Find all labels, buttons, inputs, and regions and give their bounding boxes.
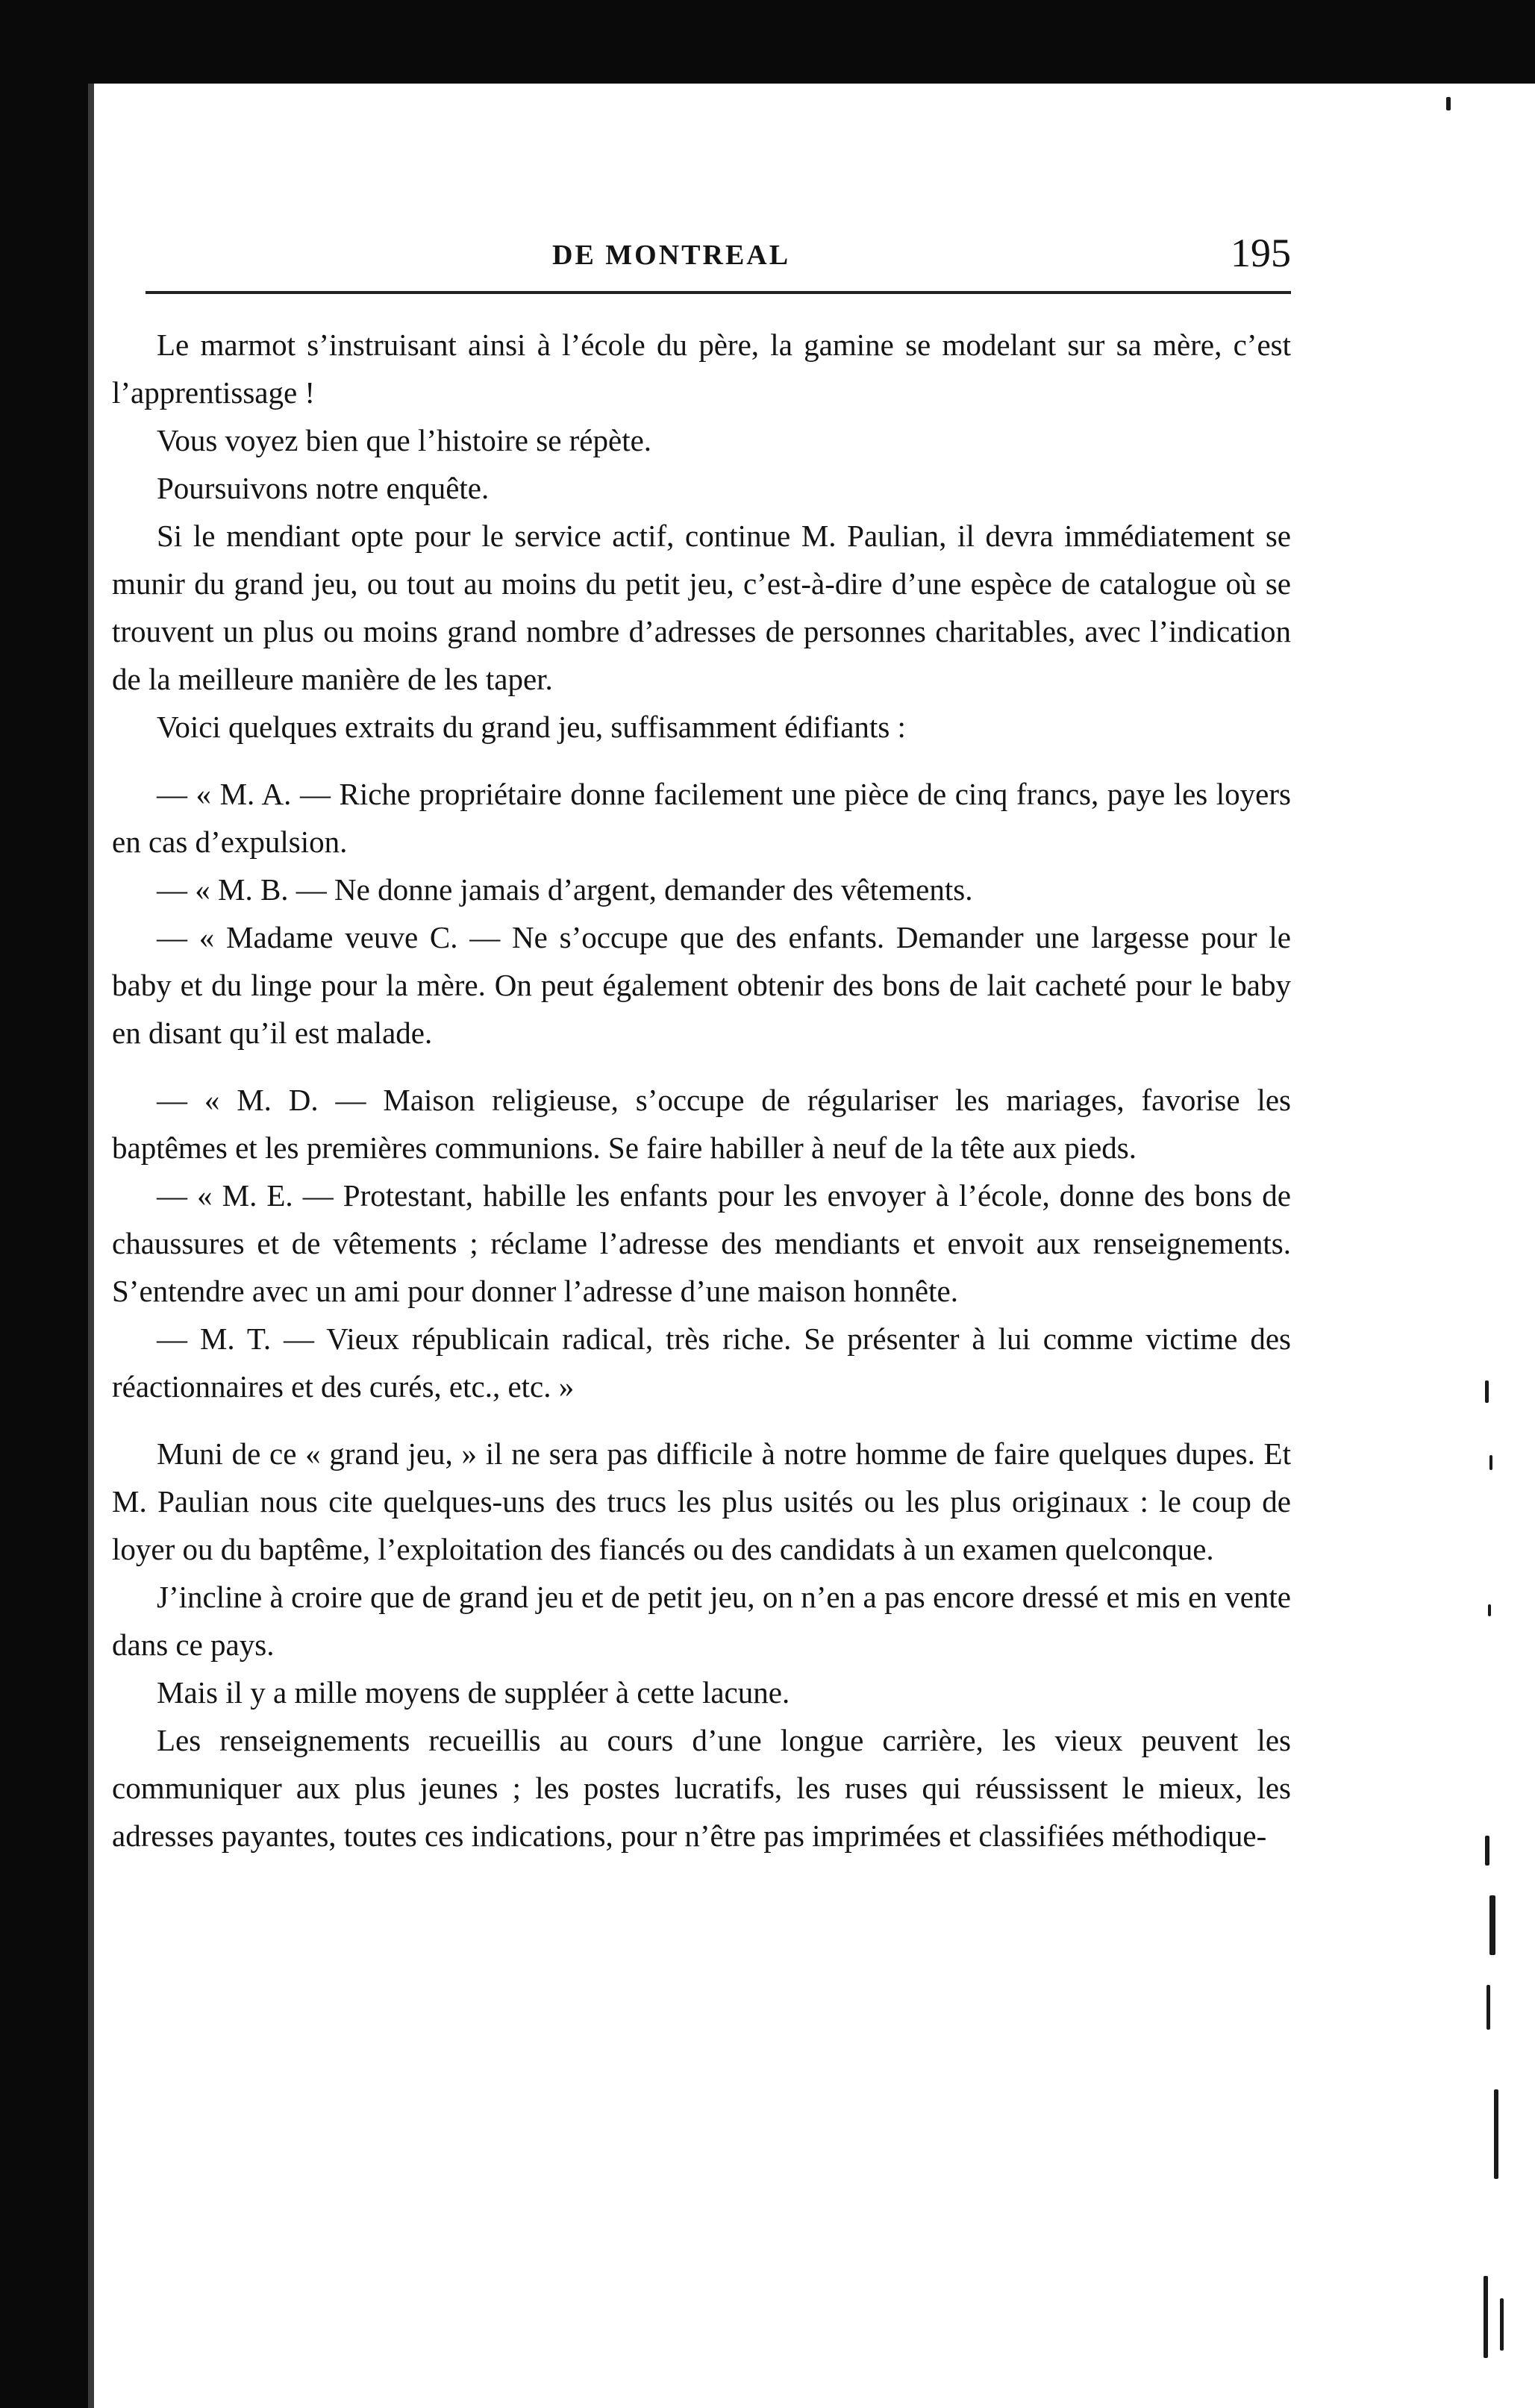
scan-speck — [1485, 1380, 1489, 1403]
paragraph: Si le mendiant opte pour le service actif, continue M. Paulian, il devra immédiatement se munir du grand jeu, ou tout au moins du petit jeu, c’est-à-dire d’une espèce de catalogue où se trouvent un plus ou moins grand nombre d’adresses de personnes charitables, avec l’indication de la meilleure manière de les taper. — [112, 519, 1291, 696]
book-page — [112, 224, 1291, 1860]
paragraph: Le marmot s’instruisant ainsi à l’école du père, la gamine se modelant sur sa mère, c’est l’apprentissage ! — [112, 328, 1291, 410]
body-text — [112, 321, 1291, 1860]
paragraph: Vous voyez bien que l’histoire se répète. — [157, 423, 652, 457]
scan-speck — [1486, 1985, 1490, 2030]
paragraph: — « M. B. — Ne donne jamais d’argent, demander des vêtements. — [157, 872, 973, 907]
paragraph: J’incline à croire que de grand jeu et de petit jeu, on n’en a pas encore dressé et mis en vente dans ce pays. — [112, 1580, 1291, 1662]
header-rule — [146, 291, 1291, 294]
scan-speck — [1500, 2298, 1504, 2351]
scan-speck — [1489, 1455, 1492, 1470]
page-number: 195 — [1231, 231, 1291, 275]
paragraph: Mais il y a mille moyens de suppléer à cette lacune. — [157, 1675, 790, 1710]
page-edge-shadow — [88, 84, 94, 2408]
paragraph: — « M. A. — Riche propriétaire donne facilement une pièce de cinq francs, paye les loyers en cas d’expulsion. — [112, 777, 1291, 859]
scan-speck — [1484, 2276, 1488, 2358]
scan-speck — [1494, 2089, 1498, 2179]
paragraph: Voici quelques extraits du grand jeu, suffisamment édifiants : — [157, 710, 906, 744]
paragraph: — « M. D. — Maison religieuse, s’occupe de régulariser les mariages, favorise les baptêmes et les premières communions. Se faire habiller à neuf de la tête aux pieds. — [112, 1083, 1291, 1165]
paragraph: — « Madame veuve C. — Ne s’occupe que des enfants. Demander une largesse pour le baby et du linge pour la mère. On peut également obtenir des bons de lait cacheté pour le baby en disant qu’il est malade. — [112, 920, 1291, 1050]
paragraph: Poursuivons notre enquête. — [157, 471, 490, 505]
paragraph: Les renseignements recueillis au cours d’une longue carrière, les vieux peuvent les communiquer aux plus jeunes ; les postes lucratifs, les ruses qui réussissent le mieux, les adresses payantes, toutes ces indications, pour n’être pas imprimées et classifiées méthodique- — [112, 1723, 1291, 1853]
running-title: DE MONTREAL — [552, 240, 791, 271]
paragraph: — M. T. — Vieux républicain radical, très riche. Se présenter à lui comme victime des réactionnaires et des curés, etc., etc. » — [112, 1322, 1291, 1404]
scan-border-top — [0, 0, 1535, 84]
scan-speck — [1489, 1895, 1495, 1955]
paragraph: — « M. E. — Protestant, habille les enfants pour les envoyer à l’école, donne des bons de chaussures et de vêtements ; réclame l’adresse des mendiants et envoit aux renseignements. S’entendre avec un ami pour donner l’adresse d’une maison honnête. — [112, 1178, 1291, 1308]
scan-speck — [1488, 1604, 1491, 1616]
scan-speck — [1485, 1836, 1489, 1866]
scan-speck — [1446, 97, 1451, 110]
paragraph: Muni de ce « grand jeu, » il ne sera pas difficile à notre homme de faire quelques dupes. Et M. Paulian nous cite quelques-uns des trucs les plus usités ou les plus originaux : le coup de loyer ou du baptême, l’exploitation des fiancés ou des candidats à un examen quelconque. — [112, 1436, 1291, 1566]
running-head — [112, 224, 1291, 291]
scan-border-left — [0, 45, 88, 2408]
